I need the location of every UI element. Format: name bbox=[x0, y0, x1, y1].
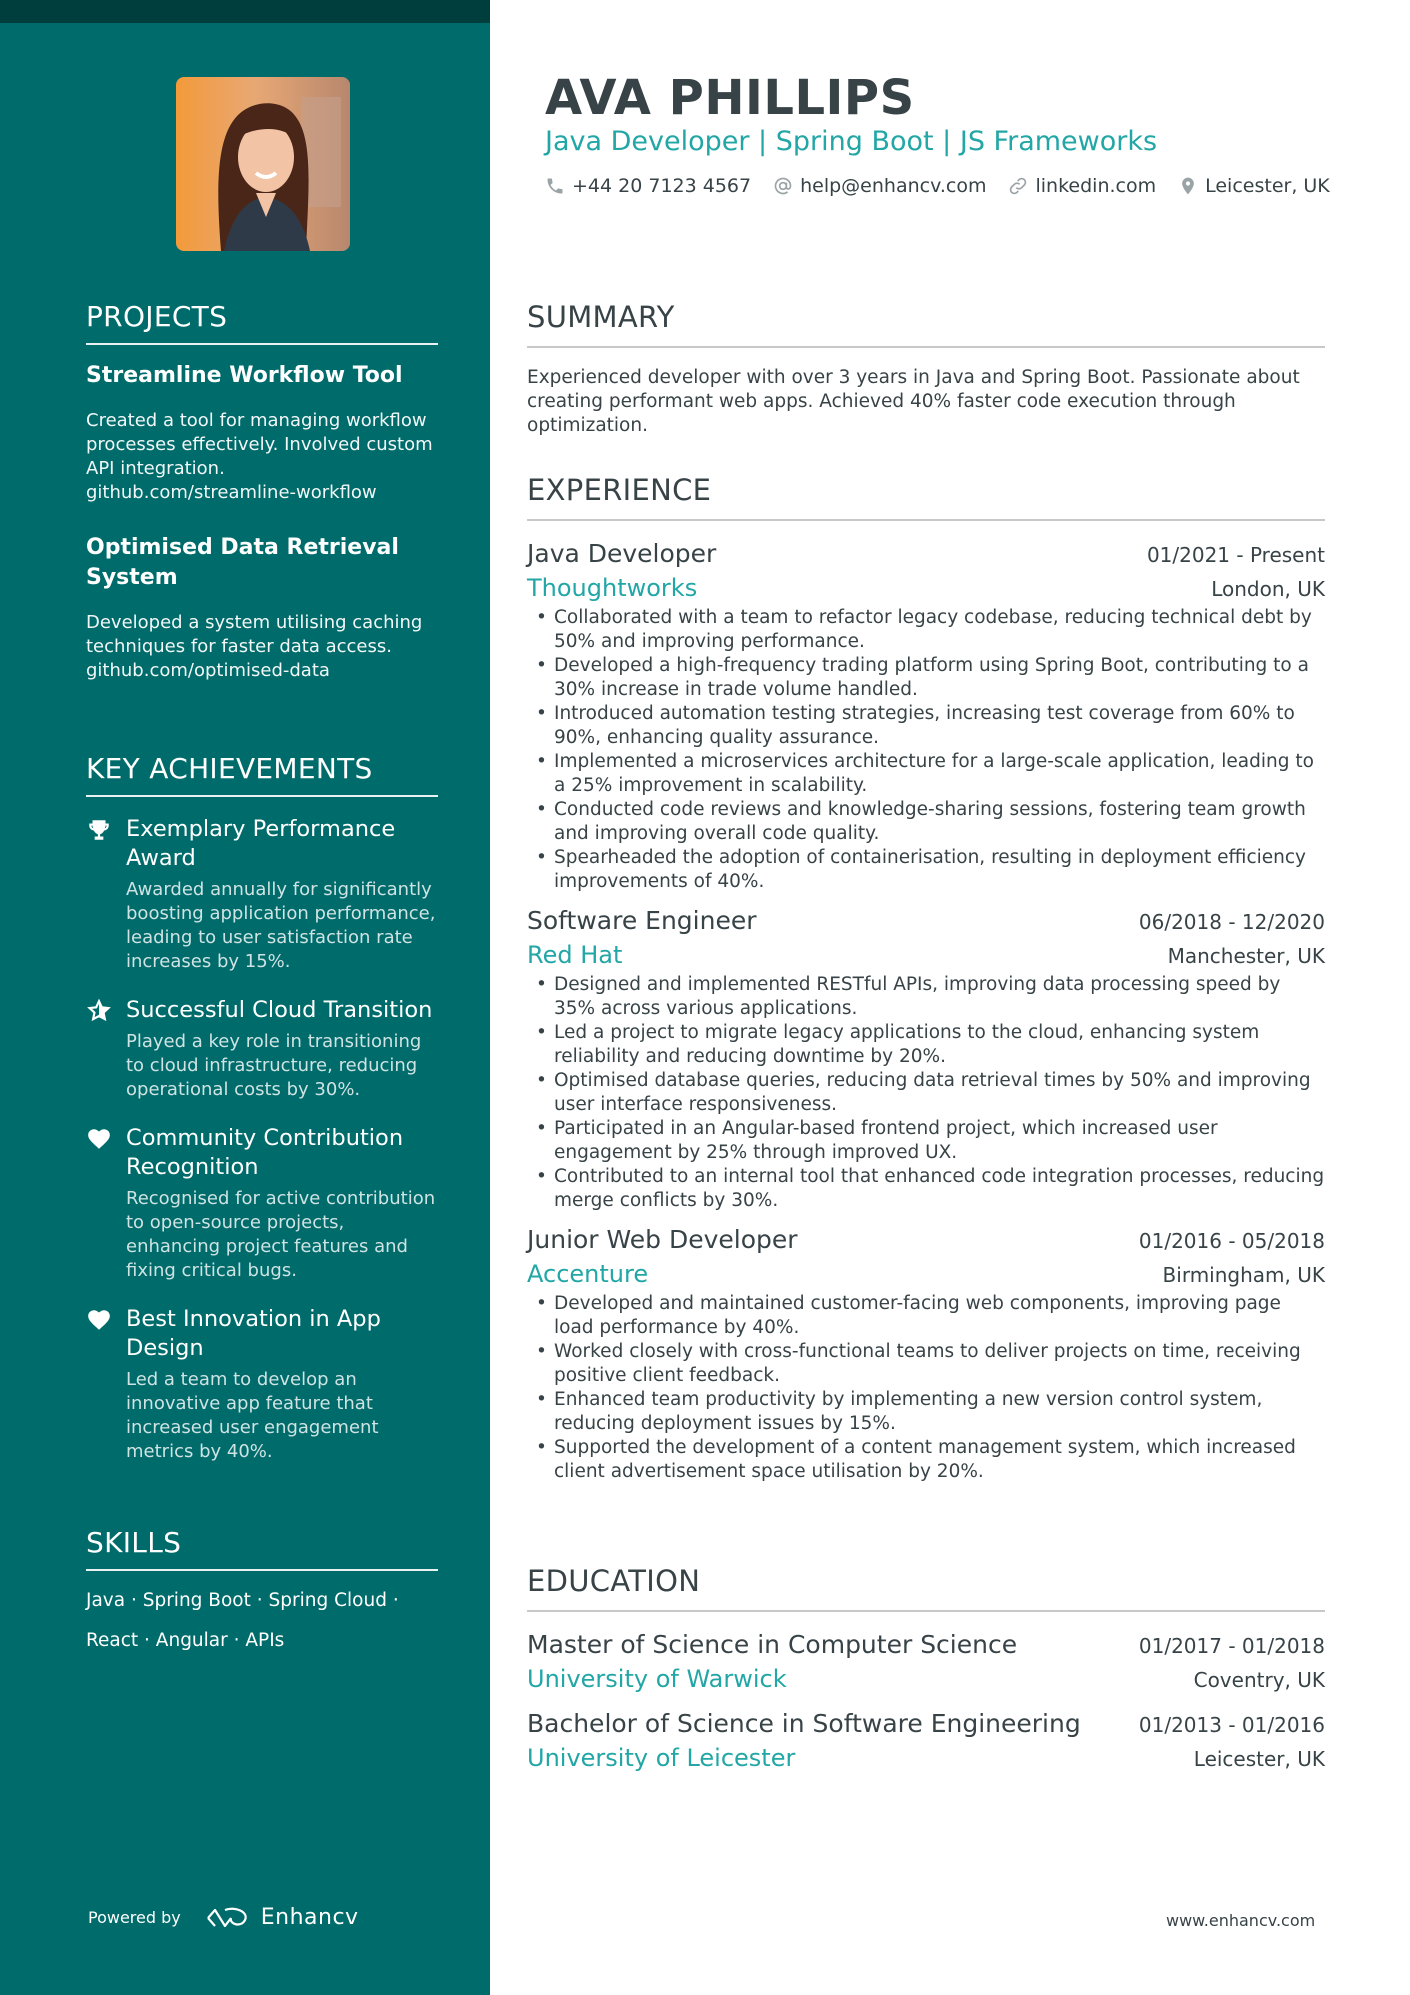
sidebar-top-bar bbox=[0, 0, 490, 23]
education-dates: 01/2017 - 01/2018 bbox=[1138, 1634, 1325, 1658]
job-location: Manchester, UK bbox=[1167, 944, 1325, 968]
job-bullet: • Contributed to an internal tool that enhanced code integration processes, reducing merge conflicts by 30%. bbox=[527, 1165, 1325, 1213]
education-section bbox=[527, 1564, 1325, 1788]
skills-heading: SKILLS bbox=[86, 1526, 438, 1571]
job-title: Java Developer bbox=[527, 539, 717, 568]
experience-heading: EXPERIENCE bbox=[527, 473, 1325, 521]
experience-entry bbox=[527, 539, 1325, 894]
project-item bbox=[86, 533, 438, 683]
key-achievements-heading: KEY ACHIEVEMENTS bbox=[86, 752, 438, 797]
location-pin-icon bbox=[1178, 176, 1198, 196]
achievement-description: Played a key role in transitioning to cloud infrastructure, reducing operational costs by 30%. bbox=[126, 1031, 422, 1100]
project-description: Created a tool for managing workflow processes effectively. Involved custom API integration. github.com/streamline-workflow bbox=[86, 410, 433, 503]
job-bullet: • Collaborated with a team to refactor legacy codebase, reducing technical debt by 50% and improving performance. bbox=[527, 606, 1325, 654]
contact-phone-text: +44 20 7123 4567 bbox=[572, 175, 752, 197]
school-name: University of Leicester bbox=[527, 1744, 796, 1772]
job-bullet: • Spearheaded the adoption of containerisation, resulting in deployment efficiency improvements of 40%. bbox=[527, 846, 1325, 894]
contact-phone[interactable] bbox=[545, 175, 751, 197]
achievement-title: Successful Cloud Transition bbox=[126, 997, 433, 1023]
experience-entry bbox=[527, 906, 1325, 1213]
experience-section bbox=[527, 473, 1325, 1496]
school-name: University of Warwick bbox=[527, 1665, 787, 1693]
summary-text: Experienced developer with over 3 years in Java and Spring Boot. Passionate about creating performant web apps. Achieved 40% faster code execution through optimization. bbox=[527, 367, 1300, 436]
trophy-icon bbox=[86, 817, 112, 843]
job-bullet: • Supported the development of a content management system, which increased client advertisement space utilisation by 20%. bbox=[527, 1436, 1325, 1484]
education-entry bbox=[527, 1709, 1325, 1772]
profile-photo bbox=[176, 77, 350, 251]
key-achievements-section bbox=[86, 752, 438, 1486]
powered-by bbox=[88, 1905, 359, 1930]
contact-location bbox=[1178, 175, 1330, 197]
company-name: Thoughtworks bbox=[527, 574, 698, 602]
heart-icon bbox=[86, 1307, 112, 1333]
company-name: Red Hat bbox=[527, 941, 623, 969]
school-location: Coventry, UK bbox=[1193, 1668, 1325, 1692]
company-name: Accenture bbox=[527, 1260, 649, 1288]
achievement-title: Best Innovation in App Design bbox=[126, 1306, 381, 1361]
job-dates: 01/2016 - 05/2018 bbox=[1138, 1229, 1325, 1253]
project-title: Optimised Data Retrieval System bbox=[86, 535, 399, 590]
candidate-name: AVA PHILLIPS bbox=[545, 70, 915, 126]
achievement-description: Recognised for active contribution to open-source projects, enhancing project features and fixing critical bugs. bbox=[126, 1188, 436, 1281]
projects-section bbox=[86, 300, 438, 711]
achievement-item bbox=[86, 815, 438, 974]
achievement-description: Led a team to develop an innovative app feature that increased user engagement metrics by 40%. bbox=[126, 1369, 379, 1462]
enhancv-logo-text: Enhancv bbox=[260, 1905, 359, 1930]
achievement-description: Awarded annually for significantly boosting application performance, leading to user satisfaction rate increases by 15%. bbox=[126, 879, 436, 972]
project-item bbox=[86, 361, 438, 505]
achievement-item bbox=[86, 1124, 438, 1283]
job-dates: 06/2018 - 12/2020 bbox=[1138, 910, 1325, 934]
candidate-headline: Java Developer | Spring Boot | JS Frameworks bbox=[545, 126, 1158, 157]
contact-linkedin[interactable] bbox=[1008, 175, 1156, 197]
job-location: Birmingham, UK bbox=[1162, 1263, 1325, 1287]
achievement-item bbox=[86, 996, 438, 1102]
education-heading: EDUCATION bbox=[527, 1564, 1325, 1612]
website-link[interactable]: www.enhancv.com bbox=[1166, 1911, 1316, 1930]
job-bullet: • Implemented a microservices architecture for a large-scale application, leading to a 25% improvement in scalability. bbox=[527, 750, 1325, 798]
star-icon bbox=[86, 998, 112, 1024]
job-bullet: • Enhanced team productivity by implementing a new version control system, reducing deployment issues by 15%. bbox=[527, 1388, 1325, 1436]
job-bullet: • Optimised database queries, reducing data retrieval times by 50% and improving user interface responsiveness. bbox=[527, 1069, 1325, 1117]
at-icon bbox=[773, 176, 793, 196]
degree-title: Bachelor of Science in Software Engineering bbox=[527, 1709, 1081, 1738]
summary-section bbox=[527, 300, 1325, 438]
job-bullet: • Participated in an Angular-based frontend project, which increased user engagement by 25% through improved UX. bbox=[527, 1117, 1325, 1165]
phone-icon bbox=[545, 176, 565, 196]
contact-linkedin-text: linkedin.com bbox=[1035, 175, 1157, 197]
education-entry bbox=[527, 1630, 1325, 1693]
job-bullet: • Worked closely with cross-functional teams to deliver projects on time, receiving positive client feedback. bbox=[527, 1340, 1325, 1388]
enhancv-logo-icon bbox=[205, 1906, 251, 1930]
school-location: Leicester, UK bbox=[1193, 1747, 1325, 1771]
education-dates: 01/2013 - 01/2016 bbox=[1138, 1713, 1325, 1737]
achievement-item bbox=[86, 1305, 438, 1464]
job-bullets bbox=[527, 973, 1325, 1213]
sidebar bbox=[0, 0, 490, 1995]
job-bullet: • Conducted code reviews and knowledge-sharing sessions, fostering team growth and improving overall code quality. bbox=[527, 798, 1325, 846]
skills-line: Java · Spring Boot · Spring Cloud · bbox=[86, 1590, 399, 1611]
experience-entry bbox=[527, 1225, 1325, 1484]
enhancv-logo[interactable] bbox=[205, 1905, 359, 1930]
skills-line: React · Angular · APIs bbox=[86, 1630, 285, 1651]
project-title: Streamline Workflow Tool bbox=[86, 363, 403, 388]
summary-heading: SUMMARY bbox=[527, 300, 1325, 348]
contact-location-text: Leicester, UK bbox=[1205, 175, 1330, 197]
job-bullet: • Designed and implemented RESTful APIs, improving data processing speed by 35% across various applications. bbox=[527, 973, 1325, 1021]
degree-title: Master of Science in Computer Science bbox=[527, 1630, 1018, 1659]
job-bullets bbox=[527, 1292, 1325, 1484]
job-title: Software Engineer bbox=[527, 906, 757, 935]
contact-info bbox=[545, 175, 1330, 197]
job-dates: 01/2021 - Present bbox=[1146, 543, 1325, 567]
skills-section bbox=[86, 1526, 438, 1669]
job-title: Junior Web Developer bbox=[527, 1225, 798, 1254]
job-bullet: • Developed a high-frequency trading platform using Spring Boot, contributing to a 30% increase in trade volume handled. bbox=[527, 654, 1325, 702]
heart-icon bbox=[86, 1126, 112, 1152]
project-description: Developed a system utilising caching techniques for faster data access. github.com/optimised-data bbox=[86, 612, 423, 681]
contact-email[interactable] bbox=[773, 175, 986, 197]
job-location: London, UK bbox=[1211, 577, 1325, 601]
link-icon bbox=[1008, 176, 1028, 196]
job-bullet: • Developed and maintained customer-facing web components, improving page load performance by 40%. bbox=[527, 1292, 1325, 1340]
powered-by-label: Powered by bbox=[88, 1908, 181, 1927]
job-bullet: • Introduced automation testing strategies, increasing test coverage from 60% to 90%, enhancing quality assurance. bbox=[527, 702, 1325, 750]
projects-heading: PROJECTS bbox=[86, 300, 438, 345]
job-bullets bbox=[527, 606, 1325, 894]
achievement-title: Community Contribution Recognition bbox=[126, 1125, 404, 1180]
job-bullet: • Led a project to migrate legacy applications to the cloud, enhancing system reliability and reducing downtime by 20%. bbox=[527, 1021, 1325, 1069]
contact-email-text: help@enhancv.com bbox=[800, 175, 987, 197]
achievement-title: Exemplary Performance Award bbox=[126, 816, 396, 871]
